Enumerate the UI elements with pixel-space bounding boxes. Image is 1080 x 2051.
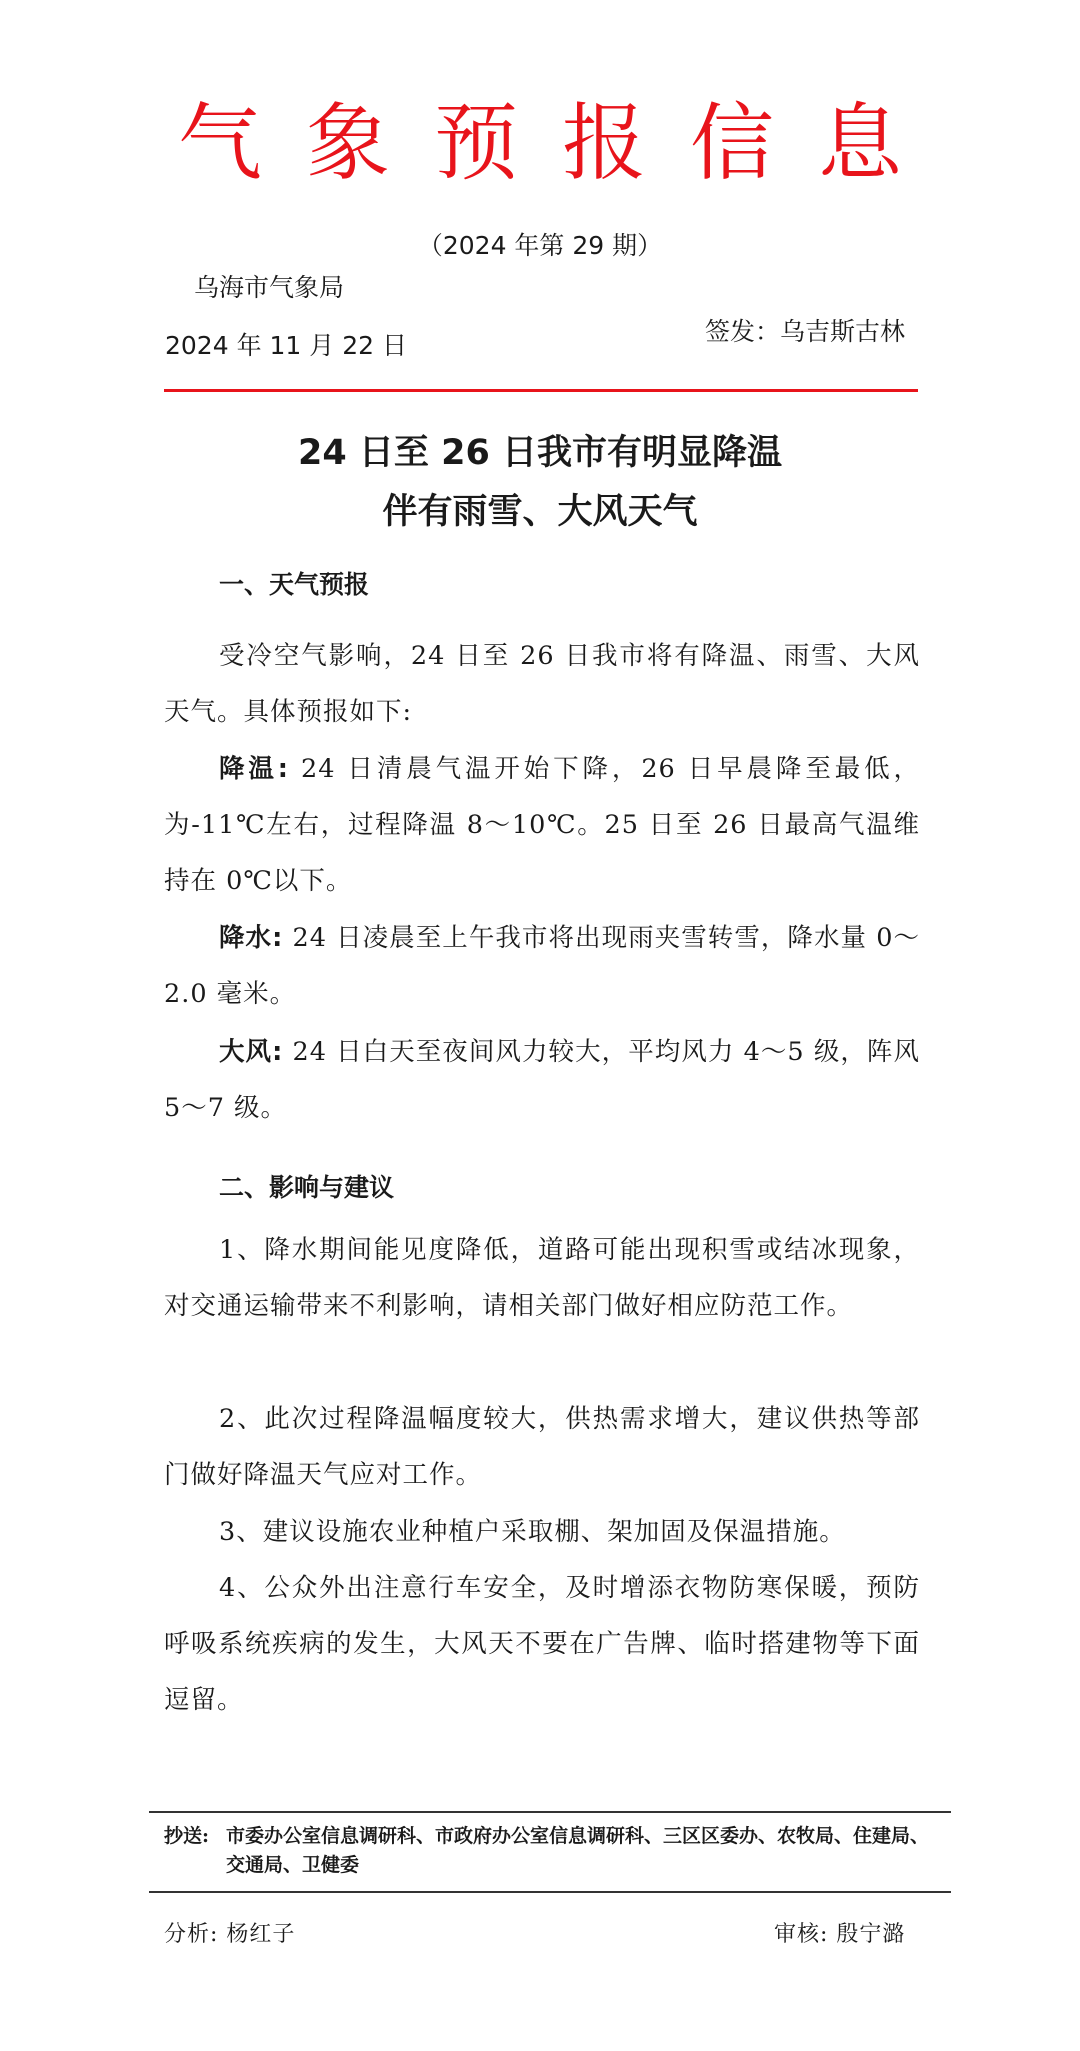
analyst: 分析: 杨红子	[164, 1922, 296, 1947]
cc-label: 抄送:	[164, 1825, 210, 1847]
issuing-organization: 乌海市气象局	[194, 273, 345, 302]
precipitation-text: 24 日凌晨至上午我市将出现雨夹雪转雪，降水量 0～2.0 毫米。	[164, 923, 920, 1009]
signer: 签发：乌吉斯古林	[705, 317, 906, 346]
footer-bottom-rule	[149, 1891, 951, 1893]
issue-date: 2024 年 11 月 22 日	[165, 331, 407, 360]
forecast-wind	[164, 1024, 920, 1136]
temperature-label: 降温:	[219, 754, 289, 784]
cc-list	[164, 1822, 944, 1880]
issue-number: （2024 年第 29 期）	[417, 231, 663, 260]
forecast-intro: 受冷空气影响，24 日至 26 日我市将有降温、雨雪、大风天气。具体预报如下:	[164, 641, 920, 727]
advice-item: 1、降水期间能见度降低，道路可能出现积雪或结冰现象，对交通运输带来不利影响，请相关部门做好相应防范工作。	[164, 1235, 920, 1321]
section-2-heading: 二、影响与建议	[219, 1173, 395, 1202]
footer-top-rule	[149, 1811, 951, 1813]
reviewer: 审核: 殷宁潞	[774, 1922, 906, 1947]
cc-recipients: 市委办公室信息调研科、市政府办公室信息调研科、三区区委办、农牧局、住建局、交通局、卫健委	[226, 1825, 930, 1876]
headline-line-2: 伴有雨雪、大风天气	[382, 492, 698, 532]
section-1-heading: 一、天气预报	[219, 570, 370, 599]
temperature-text: 24 日清晨气温开始下降，26 日早晨降至最低，为-11℃左右，过程降温 8～10℃。25 日至 26 日最高气温维持在 0℃以下。	[164, 754, 920, 896]
masthead-title: 气象预报信息	[177, 94, 946, 192]
forecast-precipitation	[164, 910, 920, 1022]
advice-item: 2、此次过程降温幅度较大，供热需求增大，建议供热等部门做好降温天气应对工作。	[164, 1404, 920, 1490]
advice-item: 4、公众外出注意行车安全，及时增添衣物防寒保暖，预防呼吸系统疾病的发生，大风天不要在广告牌、临时搭建物等下面逗留。	[164, 1573, 920, 1715]
headline-line-1: 24 日至 26 日我市有明显降温	[298, 433, 782, 473]
advice-item: 3、建议设施农业种植户采取棚、架加固及保温措施。	[219, 1517, 846, 1547]
wind-text: 24 日白天至夜间风力较大，平均风力 4～5 级，阵风 5～7 级。	[164, 1037, 920, 1123]
precipitation-label: 降水:	[219, 923, 284, 953]
wind-label: 大风:	[219, 1037, 284, 1067]
red-divider	[164, 389, 918, 392]
headline	[0, 424, 1080, 542]
forecast-temperature	[164, 741, 920, 909]
